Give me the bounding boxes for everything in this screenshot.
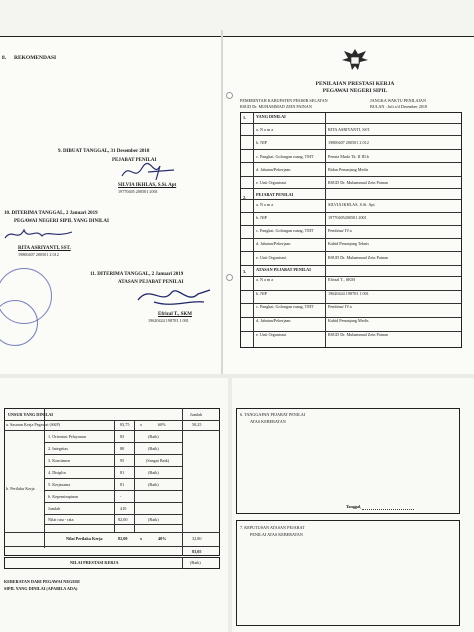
behavior-name: Nilai rata - rata: [48, 517, 74, 522]
section-number: 3.: [243, 269, 247, 274]
row-key: b. NIP: [256, 291, 267, 296]
atasan-heading: ATASAN PEJABAT PENILAI: [118, 280, 184, 285]
row-key: a. N a m a: [256, 277, 274, 282]
penilai-name: SILVIA IKHLAS, S.Si. Apt: [118, 183, 177, 188]
behavior-name: Jumlah: [48, 506, 61, 511]
behavior-score: 410: [120, 506, 127, 511]
pns-nip: 19800407 200501 2 012: [18, 252, 59, 257]
behavior-name: 3. Komitmen: [48, 458, 71, 463]
row-value: Efrizal T., SKM: [328, 277, 355, 282]
row-value: Kabid Penunjang Teknis: [328, 241, 370, 246]
section-yang-dinilai: YANG DINILAI: [256, 114, 286, 119]
keberatan-heading-line1: KEBERATAN DARI PEGAWAI NEGERI: [4, 579, 80, 584]
penilai-signature: [118, 160, 180, 182]
row-key: a. N a m a: [256, 202, 274, 207]
item9-date: 9. DIBUAT TANGGAL, 31 Desember 2018: [58, 149, 150, 154]
behavior-name: 4. Disiplin: [48, 470, 66, 475]
row-value: Bidan Penunjang Medis: [328, 167, 369, 172]
nilai-perilaku-value: 82,00: [118, 536, 128, 541]
behavior-name: 6. Kepemimpinan: [48, 494, 79, 499]
skp-result: 50,25: [192, 422, 202, 427]
row-key: b. NIP: [256, 140, 267, 145]
behavior-score: 80: [120, 446, 125, 451]
item10-date: 10. DITERIMA TANGGAL, 2 Januari 2019: [4, 211, 98, 216]
prestasi-grade: (Baik): [190, 560, 201, 565]
behavior-name: 2. Integritas: [48, 446, 69, 451]
row-value: SILVIA IKHLAS, S.Si. Apt: [328, 202, 375, 207]
skp-weight: 60%: [158, 422, 166, 427]
behavior-name: 1. Orientasi Pelayanan: [48, 434, 86, 439]
perilaku-label: b. Perilaku Kerja: [6, 486, 35, 491]
form-title: PENILAIAN PRESTASI KERJA: [315, 81, 395, 87]
atasan-name: Efrizal T., SKM: [158, 312, 192, 317]
nilai-perilaku-weight: 40%: [158, 536, 167, 541]
nilai-perilaku-label: Nilai Perilaku Kerja: [66, 536, 103, 541]
atasan-signature: [132, 282, 216, 310]
row-value: 19620424 198703 1 001: [328, 291, 369, 296]
row-key: b. NIP: [256, 215, 267, 220]
garuda-emblem: [340, 46, 370, 74]
period-value: BULAN : Juli s/d Desember 2018: [370, 104, 428, 109]
org-unit: RSUD Dr. MUHAMMAD ZEIN PAINAN: [240, 104, 312, 109]
row-value: Penata Muda Tk. II III.b: [328, 154, 369, 159]
unsur-header: UNSUR YANG DINILAI: [8, 412, 54, 417]
behavior-grade: (Sangat Baik): [146, 458, 170, 463]
form-subtitle: PEGAWAI NEGERI SIPIL: [322, 88, 388, 94]
row-key: c. Pangkat, Golongan ruang, TMT: [256, 228, 314, 233]
page-fold: [221, 30, 223, 374]
section-atasan: ATASAN PEJABAT PENILAI: [256, 267, 311, 272]
behavior-grade: (Baik): [148, 470, 159, 475]
row-value: RSUD Dr. Muhammad Zein Painan: [328, 180, 388, 185]
section-pejabat-penilai: PEJABAT PENILAI: [256, 192, 294, 197]
row-value: RSUD Dr. Muhammad Zein Painan: [328, 332, 388, 337]
tanggapan-heading-line2: ATAS KEBERATAN: [250, 419, 286, 424]
row-value: RITA ASRIYANTI, SST.: [328, 127, 371, 132]
tanggapan-heading-line1: 6. TANGGAPAN PEJABAT PENILAI: [240, 412, 306, 417]
keputusan-heading-line1: 7. KEPUTUSAN ATASAN PEJABAT: [240, 525, 305, 530]
keberatan-heading-line2: SIPIL YANG DINILAI (APABILA ADA): [4, 586, 78, 591]
pns-signature: [2, 224, 76, 244]
tanggapan-date-label: Tanggal,: [346, 504, 362, 509]
row-value: Kabid Penunjang Medis: [328, 318, 369, 323]
pns-name: RITA ASRIYANTI, SST.: [18, 246, 71, 251]
nilai-perilaku-result: 32,80: [192, 536, 202, 541]
keputusan-heading-line2: PENILAI ATAS KEBERATAN: [250, 532, 303, 537]
row-key: e. Unit Organisasi: [256, 180, 287, 185]
behavior-score: 81: [120, 482, 125, 487]
behavior-grade: (Baik): [148, 434, 159, 439]
row-value: RSUD Dr. Muhammad Zein Painan: [328, 255, 388, 260]
nilai-perilaku-multiplier: x: [140, 536, 143, 541]
row-key: d. Jabatan/Pekerjaan: [256, 318, 291, 323]
row-key: e. Unit Organisasi: [256, 255, 287, 260]
row-key: c. Pangkat, Golongan ruang, TMT: [256, 154, 314, 159]
behavior-grade: (Baik): [148, 446, 159, 451]
behavior-score: -: [120, 494, 122, 499]
item8-label: 8.: [2, 55, 7, 61]
row-key: e. Unit Organisasi: [256, 332, 287, 337]
section-number: 1.: [243, 115, 247, 120]
punch-hole: [226, 274, 233, 281]
penilai-nip: 19770405 200501 2001: [118, 189, 158, 194]
item11-date: 11. DITERIMA TANGGAL, 2 Januari 2019: [90, 272, 184, 277]
row-value: 19800407 200501 2 012: [328, 140, 369, 145]
row-key: d. Jabatan/Pekerjaan: [256, 167, 291, 172]
skp-multiplier: x: [140, 422, 143, 427]
row-value: Pembina/ IV.a: [328, 228, 352, 233]
prestasi-label: NILAI PRESTASI KERJA: [70, 560, 119, 565]
rekomendasi-label: REKOMENDASI: [14, 55, 57, 61]
behavior-name: 5. Kerjasama: [48, 482, 71, 487]
behavior-grade: (Baik): [148, 517, 159, 522]
total-value: 83,05: [192, 549, 202, 554]
row-key: d. Jabatan/Pekerjaan: [256, 241, 291, 246]
row-value: 19770405200501 2001: [328, 215, 367, 220]
jumlah-header: Jumlah: [190, 412, 203, 417]
skp-value: 83,75: [120, 422, 130, 427]
row-key: a. N a m a: [256, 127, 274, 132]
atasan-nip: 19620424 198703 1 001: [148, 318, 189, 323]
behavior-score: 82,00: [118, 517, 128, 522]
behavior-score: 83: [120, 434, 125, 439]
behavior-score: 81: [120, 470, 125, 475]
org-name: PEMERINTAH KABUPATEN PESISIR SELATAN: [240, 98, 328, 103]
section-number: 2.: [243, 195, 247, 200]
punch-hole: [226, 92, 233, 99]
behavior-grade: (Baik): [148, 482, 159, 487]
behavior-score: 95: [120, 458, 125, 463]
period-label: JANGKA WAKTU PENILAIAN: [370, 98, 426, 103]
row-value: Pembina/ IV.a: [328, 304, 352, 309]
row-key: c. Pangkat, Golongan ruang, TMT: [256, 304, 314, 309]
skp-label: a. Sasaran Kerja Pegawai (SKP): [6, 422, 61, 427]
pejabat-penilai-heading: PEJABAT PENILAI: [112, 158, 157, 163]
pns-dinilai-heading: PEGAWAI NEGERI SIPIL YANG DINILAI: [14, 219, 109, 224]
